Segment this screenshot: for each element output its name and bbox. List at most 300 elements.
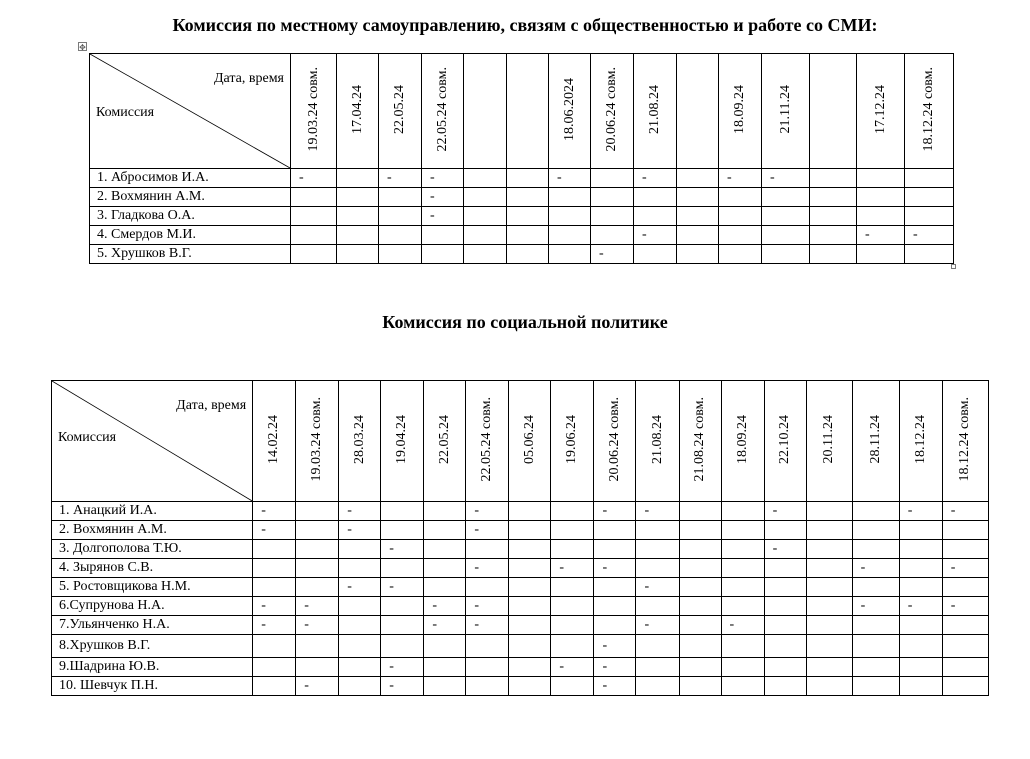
attendance-cell [762,207,810,226]
attendance-cell [762,188,810,207]
attendance-cell [806,559,852,578]
attendance-cell: - [551,559,594,578]
attendance-cell [381,559,424,578]
attendance-cell [379,245,422,264]
attendance-cell: - [381,540,424,559]
attendance-cell [852,578,899,597]
attendance-cell: - [852,559,899,578]
attendance-cell [852,521,899,540]
date-header-cell: 28.03.24 [339,381,381,502]
attendance-cell [339,658,381,677]
date-header-cell [677,54,719,169]
date-header-cell [507,54,549,169]
attendance-cell [857,169,905,188]
attendance-cell [905,188,954,207]
attendance-cell [810,207,857,226]
attendance-cell [253,559,296,578]
attendance-cell [764,616,806,635]
attendance-cell [899,635,942,658]
attendance-cell: - [899,597,942,616]
attendance-cell [721,559,764,578]
attendance-cell [253,578,296,597]
attendance-cell [549,226,591,245]
attendance-cell [677,169,719,188]
date-time-header-label: Дата, время [176,398,247,413]
attendance-cell: - [381,677,424,696]
attendance-cell: - [253,597,296,616]
attendance-cell [679,597,721,616]
attendance-cell [464,207,507,226]
attendance-cell [806,658,852,677]
diagonal-header-cell [90,54,291,169]
attendance-cell [551,502,594,521]
date-header-cell: 20.06.24 совм. [591,54,634,169]
date-header-cell: 21.08.24 [634,54,677,169]
attendance-cell [381,616,424,635]
attendance-cell: - [636,578,679,597]
attendance-cell [551,521,594,540]
member-name: 5. Хрушков В.Г. [90,245,291,264]
date-time-header-label: Дата, время [213,71,284,86]
attendance-cell [719,207,762,226]
attendance-cell [942,658,988,677]
date-header-cell: 28.11.24 [852,381,899,502]
attendance-cell [379,188,422,207]
attendance-cell [464,188,507,207]
attendance-cell [677,207,719,226]
attendance-cell [549,245,591,264]
attendance-cell [905,207,954,226]
attendance-cell [466,540,509,559]
attendance-cell [424,559,466,578]
member-name: 5. Ростовщикова Н.М. [52,578,253,597]
attendance-cell: - [764,540,806,559]
attendance-cell [253,540,296,559]
attendance-cell [721,597,764,616]
attendance-cell [509,521,551,540]
attendance-cell: - [594,635,636,658]
attendance-cell [424,578,466,597]
attendance-cell: - [296,616,339,635]
table-row [52,502,989,521]
attendance-cell [810,188,857,207]
attendance-cell [594,521,636,540]
attendance-cell [466,677,509,696]
attendance-cell: - [594,658,636,677]
attendance-cell [466,578,509,597]
attendance-cell [719,226,762,245]
attendance-cell: - [857,226,905,245]
table-resize-handle-icon[interactable] [951,264,956,269]
attendance-cell: - [253,616,296,635]
attendance-cell [296,635,339,658]
attendance-cell [719,245,762,264]
date-header-cell: 21.11.24 [762,54,810,169]
member-name: 1. Анацкий И.А. [52,502,253,521]
attendance-cell [905,245,954,264]
attendance-cell [509,502,551,521]
attendance-cell [942,616,988,635]
attendance-cell [291,188,337,207]
attendance-cell: - [253,521,296,540]
table-row [90,207,954,226]
date-header-cell: 19.03.24 совм. [291,54,337,169]
attendance-cell: - [942,597,988,616]
attendance-cell: - [339,578,381,597]
date-header-cell: 22.05.24 совм. [422,54,464,169]
table-move-handle-icon[interactable]: ✥ [79,43,86,52]
attendance-cell: - [634,169,677,188]
attendance-cell [806,521,852,540]
attendance-cell [466,658,509,677]
attendance-cell [764,658,806,677]
attendance-cell [899,677,942,696]
date-header-cell: 17.12.24 [857,54,905,169]
member-name: 3. Долгополова Т.Ю. [52,540,253,559]
attendance-cell: - [466,502,509,521]
table-row [90,169,954,188]
attendance-cell [296,502,339,521]
attendance-cell [636,559,679,578]
attendance-cell [381,635,424,658]
attendance-cell [719,188,762,207]
attendance-cell [806,677,852,696]
attendance-cell [339,597,381,616]
attendance-cell [291,207,337,226]
table-row [52,559,989,578]
attendance-cell [721,578,764,597]
attendance-cell [509,559,551,578]
committee-header-label: Комиссия [58,430,117,445]
attendance-cell [379,207,422,226]
attendance-cell [679,502,721,521]
attendance-cell [636,540,679,559]
date-header-cell: 22.10.24 [764,381,806,502]
attendance-cell [857,245,905,264]
attendance-cell: - [551,658,594,677]
attendance-cell: - [339,502,381,521]
attendance-cell [424,540,466,559]
attendance-cell [337,245,379,264]
date-header-cell: 20.11.24 [806,381,852,502]
attendance-cell: - [253,502,296,521]
attendance-cell [339,616,381,635]
attendance-cell: - [296,677,339,696]
attendance-table-social-policy [51,380,989,696]
attendance-cell [339,635,381,658]
attendance-cell: - [764,502,806,521]
attendance-cell [762,226,810,245]
attendance-cell [852,658,899,677]
attendance-cell [857,188,905,207]
attendance-cell [852,616,899,635]
attendance-cell: - [381,578,424,597]
attendance-cell [721,521,764,540]
attendance-cell: - [466,521,509,540]
attendance-cell: - [381,658,424,677]
attendance-cell [337,226,379,245]
date-header-cell: 21.08.24 [636,381,679,502]
attendance-cell: - [424,597,466,616]
attendance-cell [634,245,677,264]
attendance-cell [551,635,594,658]
committee-title-social-policy: Комиссия по социальной политике [382,312,668,332]
attendance-cell: - [721,616,764,635]
attendance-cell [764,559,806,578]
committee-header-label: Комиссия [96,105,155,120]
table-row [52,597,989,616]
member-name: 8.Хрушков В.Г. [52,635,253,658]
attendance-cell [296,578,339,597]
attendance-cell [852,502,899,521]
attendance-cell [591,188,634,207]
attendance-cell [852,635,899,658]
attendance-cell [679,521,721,540]
attendance-cell [677,226,719,245]
diagonal-header-cell [52,381,253,502]
attendance-cell [857,207,905,226]
table-row [90,245,954,264]
attendance-cell [899,559,942,578]
attendance-cell [549,207,591,226]
attendance-cell [634,188,677,207]
attendance-cell [551,578,594,597]
attendance-cell [764,677,806,696]
attendance-cell: - [424,616,466,635]
attendance-cell [942,540,988,559]
attendance-cell: - [466,616,509,635]
attendance-cell: - [422,207,464,226]
attendance-cell [509,578,551,597]
attendance-cell [899,658,942,677]
date-header-cell: 19.06.24 [551,381,594,502]
attendance-cell: - [942,559,988,578]
date-header-cell: 22.05.24 совм. [466,381,509,502]
attendance-cell [296,540,339,559]
attendance-cell [424,521,466,540]
attendance-cell [381,502,424,521]
attendance-cell [424,635,466,658]
attendance-cell [679,578,721,597]
attendance-cell [942,635,988,658]
attendance-cell [509,616,551,635]
attendance-cell [551,597,594,616]
member-name: 4. Смердов М.И. [90,226,291,245]
date-header-cell: 22.05.24 [424,381,466,502]
attendance-cell [507,245,549,264]
attendance-cell [679,559,721,578]
date-header-cell: 19.03.24 совм. [296,381,339,502]
attendance-cell [806,597,852,616]
attendance-cell [591,226,634,245]
attendance-cell [424,502,466,521]
table-row [52,521,989,540]
attendance-cell [509,540,551,559]
date-header-cell: 19.04.24 [381,381,424,502]
attendance-cell [594,540,636,559]
attendance-cell: - [636,502,679,521]
attendance-cell [507,169,549,188]
attendance-cell [594,597,636,616]
attendance-cell [806,540,852,559]
attendance-cell [466,635,509,658]
attendance-cell [679,540,721,559]
attendance-cell: - [719,169,762,188]
table-row [52,677,989,696]
attendance-cell: - [852,597,899,616]
attendance-cell [424,677,466,696]
attendance-cell [422,226,464,245]
attendance-cell: - [422,188,464,207]
attendance-cell [424,658,466,677]
attendance-cell: - [466,559,509,578]
attendance-cell [677,245,719,264]
attendance-cell [337,188,379,207]
attendance-cell: - [549,169,591,188]
date-header-cell: 22.05.24 [379,54,422,169]
attendance-cell [381,521,424,540]
table-row [52,635,989,658]
attendance-cell [636,677,679,696]
attendance-cell [764,597,806,616]
attendance-cell [551,677,594,696]
attendance-cell [509,658,551,677]
attendance-cell: - [466,597,509,616]
attendance-cell [551,540,594,559]
attendance-cell [806,616,852,635]
attendance-cell [339,677,381,696]
attendance-cell [591,207,634,226]
attendance-cell [296,658,339,677]
date-header-cell [810,54,857,169]
attendance-cell [507,226,549,245]
attendance-cell [679,658,721,677]
attendance-cell [762,245,810,264]
date-header-cell: 18.06.2024 [549,54,591,169]
attendance-cell [509,677,551,696]
attendance-cell: - [905,226,954,245]
attendance-cell: - [634,226,677,245]
attendance-cell [381,597,424,616]
date-header-cell [464,54,507,169]
attendance-table-local-government [89,53,954,264]
attendance-cell: - [591,245,634,264]
attendance-cell [899,616,942,635]
attendance-cell [810,169,857,188]
attendance-cell [899,578,942,597]
attendance-cell: - [379,169,422,188]
date-header-cell: 14.02.24 [253,381,296,502]
attendance-cell: - [594,677,636,696]
attendance-cell: - [296,597,339,616]
attendance-cell [942,677,988,696]
attendance-cell [422,245,464,264]
attendance-cell [721,502,764,521]
attendance-cell [636,521,679,540]
attendance-cell [806,635,852,658]
attendance-cell [942,578,988,597]
attendance-cell [337,207,379,226]
attendance-cell [464,169,507,188]
attendance-cell: - [594,502,636,521]
date-header-cell: 18.12.24 совм. [942,381,988,502]
attendance-cell [379,226,422,245]
attendance-cell [507,207,549,226]
attendance-cell: - [762,169,810,188]
member-name: 7.Ульянченко Н.А. [52,616,253,635]
attendance-cell [339,559,381,578]
attendance-cell [636,597,679,616]
attendance-cell [905,169,954,188]
attendance-cell [634,207,677,226]
attendance-cell: - [291,169,337,188]
attendance-cell [810,226,857,245]
committee-title-local-government: Комиссия по местному самоуправлению, связям с общественностью и работе со СМИ: [172,15,878,35]
attendance-cell [852,540,899,559]
table-row [90,226,954,245]
attendance-cell [806,502,852,521]
attendance-cell [721,540,764,559]
attendance-cell [339,540,381,559]
attendance-cell [594,578,636,597]
attendance-cell [551,616,594,635]
attendance-cell [253,658,296,677]
attendance-cell [679,635,721,658]
attendance-cell [899,521,942,540]
attendance-cell [296,559,339,578]
date-header-cell: 18.12.24 [899,381,942,502]
attendance-cell: - [422,169,464,188]
table-row [52,616,989,635]
attendance-cell [899,540,942,559]
attendance-cell [942,521,988,540]
table-row [52,540,989,559]
attendance-cell [464,245,507,264]
attendance-cell [764,521,806,540]
member-name: 6.Супрунова Н.А. [52,597,253,616]
table-row [90,188,954,207]
attendance-cell [721,677,764,696]
attendance-cell [337,169,379,188]
date-header-cell: 18.09.24 [721,381,764,502]
attendance-cell: - [899,502,942,521]
attendance-cell: - [636,616,679,635]
member-name: 10. Шевчук П.Н. [52,677,253,696]
member-name: 2. Вохмянин А.М. [90,188,291,207]
attendance-cell [806,578,852,597]
table-row [52,658,989,677]
member-name: 3. Гладкова О.А. [90,207,291,226]
attendance-cell [636,658,679,677]
attendance-cell [764,578,806,597]
attendance-cell [721,635,764,658]
attendance-cell [291,226,337,245]
attendance-cell [253,677,296,696]
attendance-cell [679,616,721,635]
member-name: 2. Вохмянин А.М. [52,521,253,540]
attendance-cell [677,188,719,207]
date-header-cell: 18.12.24 совм. [905,54,954,169]
attendance-cell [591,169,634,188]
date-header-cell: 18.09.24 [719,54,762,169]
attendance-cell [810,245,857,264]
table-row [52,578,989,597]
attendance-cell [507,188,549,207]
attendance-cell [852,677,899,696]
attendance-cell [296,521,339,540]
attendance-cell [291,245,337,264]
member-name: 1. Абросимов И.А. [90,169,291,188]
